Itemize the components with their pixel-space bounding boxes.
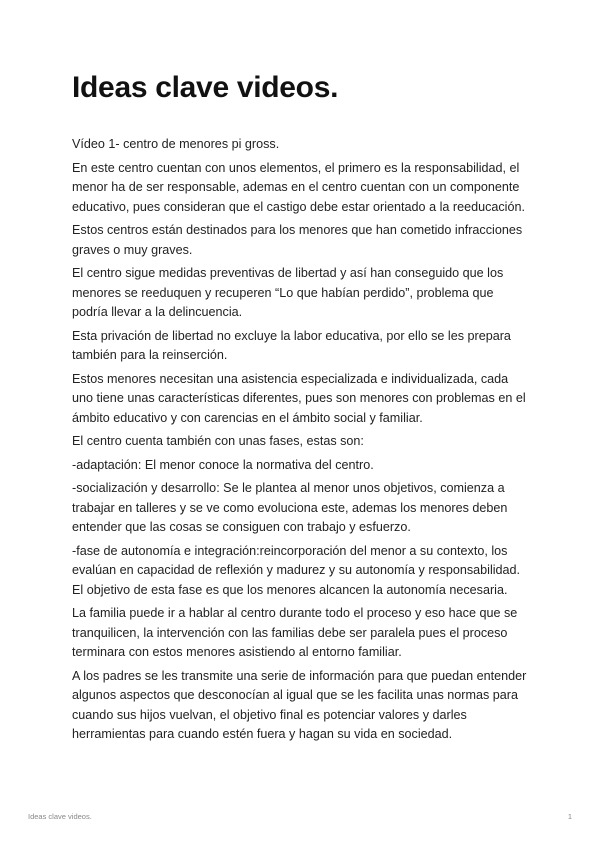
footer-title: Ideas clave videos. (28, 812, 92, 821)
paragraph: El centro cuenta también con unas fases, estas son: (72, 434, 364, 448)
paragraph: Vídeo 1- centro de menores pi gross. (72, 137, 280, 151)
paragraph: La familia puede ir a hablar al centro durante todo el proceso y eso hace que se tranquilicen, la intervención con las familias debe ser paralela pues el proceso terminara con estos menores asistiendo al entorno familiar. (72, 606, 518, 659)
paragraph: -socialización y desarrollo: Se le plantea al menor unos objetivos, comienza a trabajar en talleres y se ve como evoluciona este, ademas los menores deben entender que las cosas se consiguen con trabajo y esfuerzo. (72, 481, 508, 534)
paragraph: Estos menores necesitan una asistencia especializada e individualizada, cada uno tiene unas características diferentes, pues son menores con problemas en el ámbito educativo y con carencias en el ámbito social y familiar. (72, 371, 526, 425)
page-title: Ideas clave videos. (72, 71, 339, 104)
paragraph: -adaptación: El menor conoce la normativa del centro. (72, 457, 374, 472)
paragraph: -fase de autonomía e integración:reincorporación del menor a su contexto, los evalúan en capacidad de reflexión y madurez y su autonomía y responsabilidad. El objetivo de esta fase es que los menores alcancen la autonomía necesaria. (72, 543, 521, 597)
paragraph: A los padres se les transmite una serie de información para que puedan entender algunos aspectos que desconocían al igual que se les facilita unas normas para cuando sus hijos vuelvan, el objetivo final es potenciar valores y darles herramientas para cuando estén fuera y hagan su vida en sociedad. (72, 668, 527, 741)
document-body (72, 135, 532, 749)
paragraph: El centro sigue medidas preventivas de libertad y así han conseguido que los menores se reeduquen y recuperen “Lo que habían perdido”, problema que podría llevar a la delincuencia. (72, 266, 504, 319)
paragraph: Estos centros están destinados para los menores que han cometido infracciones graves o muy graves. (72, 223, 523, 257)
page-number: 1 (567, 812, 572, 821)
paragraph: En este centro cuentan con unos elementos, el primero es la responsabilidad, el menor ha de ser responsable, ademas en el centro cuentan con un componente educativo, pues consideran que el castigo debe estar orientado a la reeducación. (72, 160, 525, 214)
paragraph: Esta privación de libertad no excluye la labor educativa, por ello se les prepara también para la reinserción. (72, 328, 511, 362)
